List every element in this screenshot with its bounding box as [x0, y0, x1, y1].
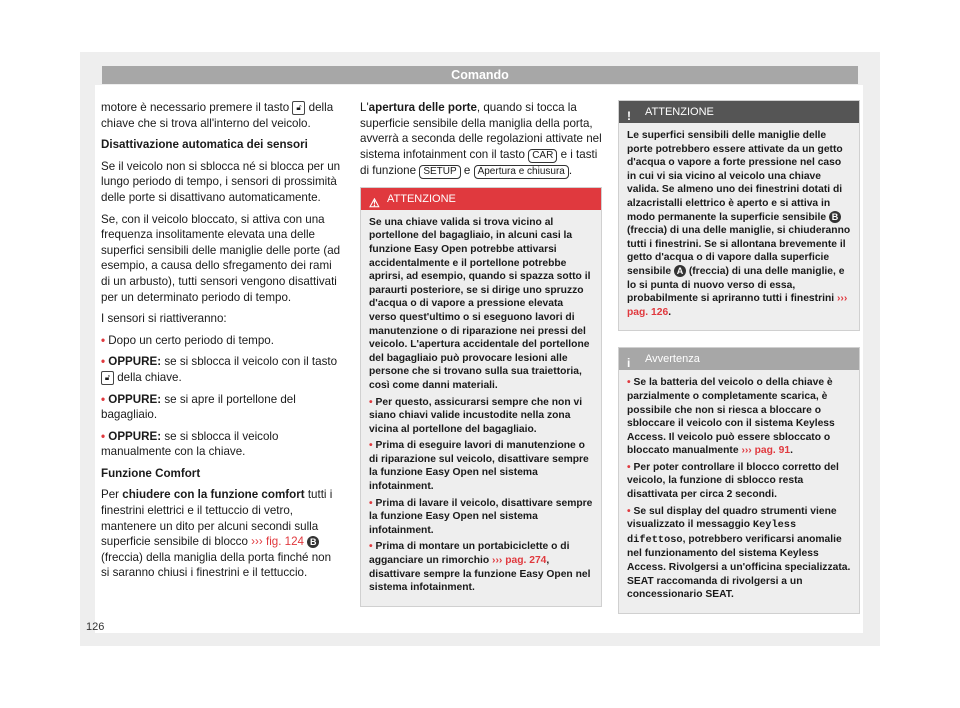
paragraph: L'apertura delle porte, quando si tocca la superficie sensibile della maniglia della porta, avverrà a seconda delle regolazioni attivate nel sistema infotainment con il tasto CAR e i tasti di funzione SETUP e Apertura e chiusura . — [360, 101, 602, 177]
paragraph: Per chiudere con la funzione comfort tutti i finestrini elettrici e il tettuccio di vetro, mantenere un dito per alcuni secondi sulla superficie sensibile di blocco ››› fig. 124 B (freccia) della maniglia della porta finché non si saranno chiusi i finestrini e il tettuccio. — [101, 488, 333, 580]
warning-header: ! ATTENZIONE — [619, 101, 859, 123]
warning-body: Se una chiave valida si trova vicino al portellone del bagagliaio, in alcuni casi la funzione Easy Open potrebbe attivarsi accidentalmente e il portellone potrebbe aprirsi, ad esempio, quando si spazza sotto il paraurti posteriore, se si dirige uno spruzzo d'acqua o di vapore a pressione elevata verso quest'ultimo o si eseguono lavori di manutenzione o di riparazione nei pressi del veicolo. L'apertura accidentale del portellone del bagagliaio può provocare lesioni alle persone che si trovano sulla sua traiettoria, così come danni materiali. • Per questo, assicurarsi sempre che non vi siano chiavi valide incustodite nella zona vicina al portellone del bagagliaio. • Prima di eseguire lavori di manutenzione o di riparazione sul veicolo, disattivare sempre la funzione Easy Open nel sistema infotainment. • Prima di lavare il veicolo, disattivare sempre la funzione Easy Open nel sistema infotainment. • Prima di montare un portabiciclette o di agganciare un rimorchio ››› pag. 274, disattivare sempre la funzione Easy Open nel sistema infotainment. — [369, 216, 593, 594]
exclamation-icon: ! — [627, 109, 631, 123]
setup-key-button: SETUP — [419, 165, 460, 179]
note-header: i Avvertenza — [619, 348, 859, 370]
note-box — [618, 347, 860, 614]
page-link[interactable]: ››› pag. 91 — [741, 445, 791, 457]
page-link[interactable]: ››› pag. 274 — [492, 555, 547, 567]
list-item: • OPPURE: se si apre il portellone del bagagliaio. — [101, 392, 296, 422]
list-item: • OPPURE: se si sblocca il veicolo manualmente con la chiave. — [101, 429, 279, 459]
column-2 — [360, 100, 602, 607]
warning-box — [618, 100, 860, 331]
section-header: Comando — [102, 66, 858, 84]
marker-b: B — [829, 211, 841, 223]
paragraph: Se, con il veicolo bloccato, si attiva con una frequenza insolitamente elevata una delle superfici sensibili delle maniglie delle porte (ad esempio, a causa dello sfregamento dei rami di un arbusto), tutti sensori vengono disattivati per un determinato periodo di tempo. — [101, 212, 341, 304]
figure-link[interactable]: ››› fig. 124 — [251, 535, 305, 549]
list-item: • Dopo un certo periodo di tempo. — [101, 333, 274, 347]
paragraph: Se il veicolo non si sblocca né si blocca per un lungo periodo di tempo, i sensori di prossimità delle porte si disattivano automaticamente. — [101, 159, 341, 204]
list-item: • OPPURE: se si sblocca il veicolo con il tasto 🔓︎ della chiave. — [101, 355, 338, 384]
page-number: 126 — [86, 621, 105, 633]
car-key-button: CAR — [528, 149, 557, 163]
marker-b: B — [307, 536, 319, 548]
warning-body: Le superfici sensibili delle maniglie delle porte potrebbero essere attivate da un getto d'acqua o vapore a forte pressione nel caso in cui vi sia vicino al veicolo una chiave valida. Se almeno uno dei finestrini dotati di alzacristalli elettrico è aperto e si attiva in modo permanente la superficie sensibile B (freccia) di una delle maniglie, si chiuderanno tutti i finestrini. Se si allontana brevemente il getto d'acqua o di vapore dalla superficie sensibile A (freccia) di una delle maniglie, e lo si punta di nuovo verso di essa, probabilmente si apriranno tutti i finestrini ››› pag. 126. — [627, 130, 851, 318]
paragraph: I sensori si riattiveranno: — [101, 312, 227, 326]
column-1 — [101, 100, 341, 587]
warning-header: ⚠ ATTENZIONE — [361, 188, 601, 210]
info-icon: i — [627, 356, 631, 371]
column-3 — [618, 100, 860, 614]
page-link[interactable]: ››› pag. 126 — [627, 293, 848, 318]
note-body: • Se la batteria del veicolo o della chiave è parzialmente o completamente scarica, è possibile che non si riesca a bloccare o sbloccare il veicolo con il sistema Keyless Access. Il veicolo può essere sbloccato o bloccato manualmente ››› pag. 91. • Per poter controllare il blocco corretto del veicolo, la funzione di sblocco resta disattivata per circa 2 secondi. • Se sul display del quadro strumenti viene visualizzato il messaggio Keyless difettoso, potrebbero verificarsi anomalie nel funzionamento del sistema Keyless Access. Rivolgersi a un'officina specializzata. SEAT raccomanda di rivolgersi a un concessionario SEAT. — [627, 377, 851, 601]
heading-comfort-function: Funzione Comfort — [101, 466, 201, 480]
key-unlock-icon: 🔓︎ — [292, 101, 305, 115]
open-close-key-button: Apertura e chiusura — [474, 165, 569, 179]
warning-triangle-icon: ⚠ — [369, 195, 380, 210]
warning-box — [360, 187, 602, 607]
heading-sensor-deactivation: Disattivazione automatica dei sensori — [101, 138, 308, 152]
key-unlock-icon: 🔓︎ — [101, 371, 114, 385]
marker-a: A — [674, 265, 686, 277]
paragraph: motore è necessario premere il tasto 🔓︎ della chiave che si trova all'interno del veicolo. — [101, 101, 334, 130]
